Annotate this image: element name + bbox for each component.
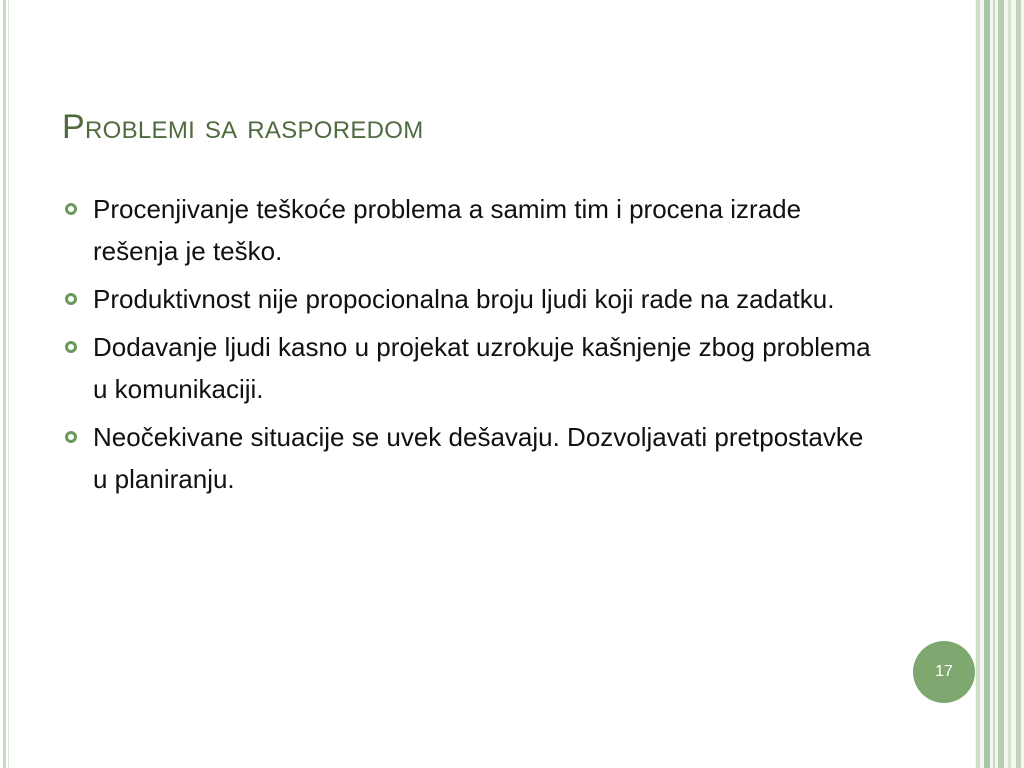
circle-bullet-icon [65,431,77,443]
bullet-item [62,326,872,410]
left-border-line [3,0,6,768]
bullet-item [62,416,872,500]
circle-bullet-icon [65,203,77,215]
page-number-badge: 17 [913,641,975,703]
left-border-line-inner [8,0,9,768]
right-bar [976,0,980,768]
slide-title: Problemi sa rasporedom [62,108,424,146]
right-bar [984,0,990,768]
bullet-item [62,278,872,320]
bullet-text: Dodavanje ljudi kasno u projekat uzrokuje kašnjenje zbog problema u komunikaciji. [93,332,871,404]
bullet-item [62,188,872,272]
right-bar [998,0,1004,768]
bullet-text: Neočekivane situacije se uvek dešavaju. Dozvoljavati pretpostavke u planiranju. [93,422,864,494]
right-bar [993,0,995,768]
bullet-text: Produktivnost nije propocionalna broju ljudi koji rade na zadatku. [93,284,835,314]
circle-bullet-icon [65,293,77,305]
bullet-text: Procenjivanje teškoće problema a samim tim i procena izrade rešenja je teško. [93,194,802,266]
right-bar [1008,0,1011,768]
right-bar [1016,0,1021,768]
bullet-list [62,188,872,506]
circle-bullet-icon [65,341,77,353]
